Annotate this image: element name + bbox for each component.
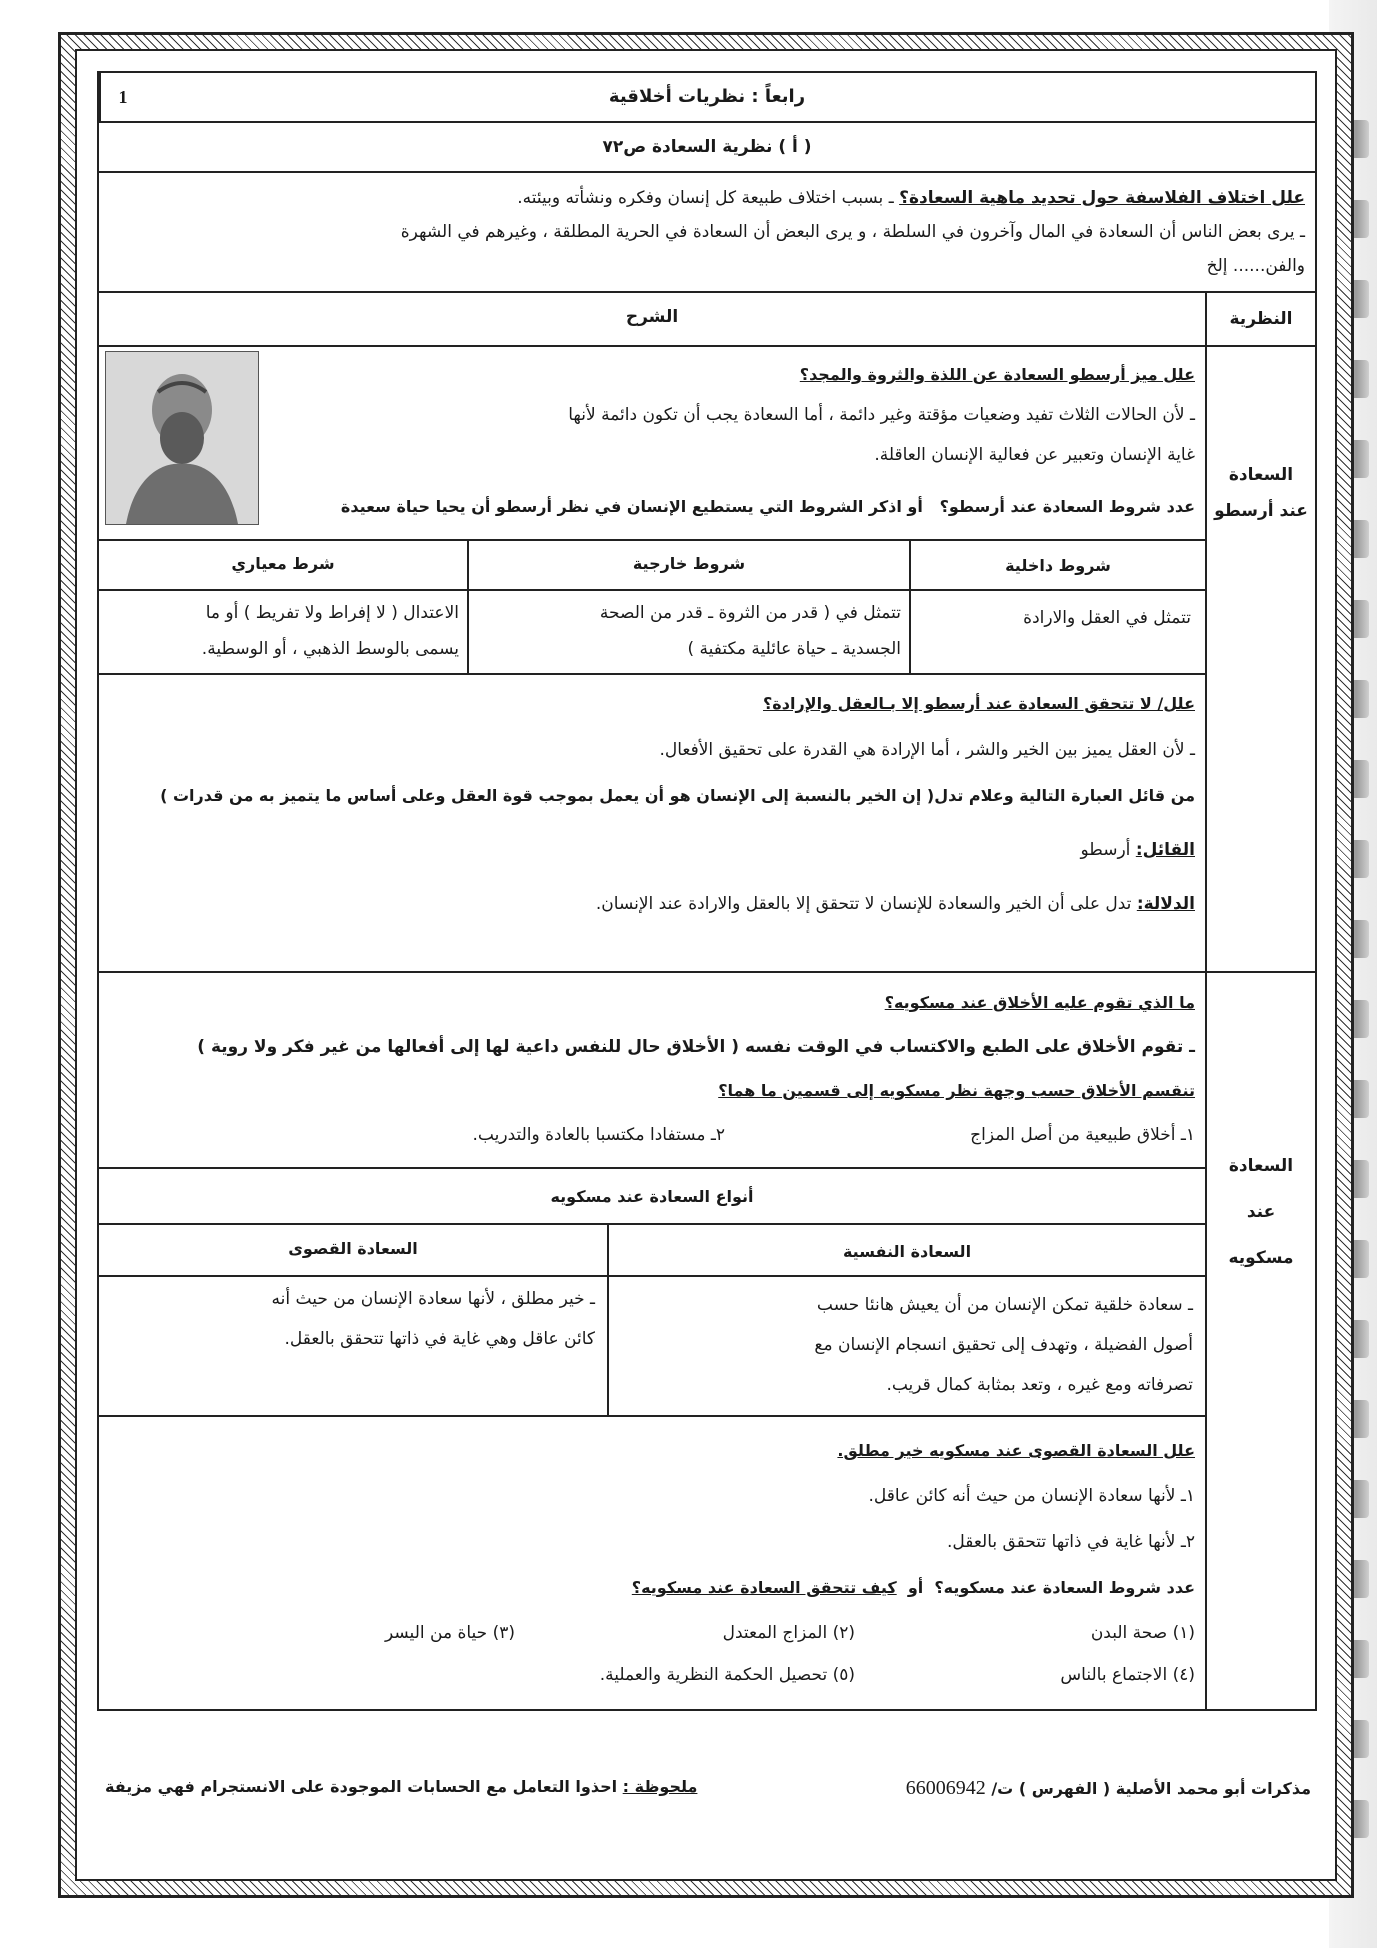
miskawayh-question-3: علل السعادة القصوى عند مسكويه خير مطلق. bbox=[837, 1441, 1195, 1460]
psychological-happiness-line-3: تصرفاته ومع غيره ، وتعد بمثابة كمال قريب. bbox=[886, 1375, 1193, 1395]
miskawayh-content bbox=[99, 973, 1205, 1709]
condition-3: (٣) حياة من اليسر bbox=[385, 1623, 515, 1643]
external-conditions-line-2: الجسدية ـ حياة عائلية مكتفية ) bbox=[687, 639, 901, 659]
ultimate-happiness-header: السعادة القصوى bbox=[99, 1225, 609, 1277]
psychological-happiness-line-2: أصول الفضيلة ، وتهدف إلى تحقيق انسجام الإنسان مع bbox=[814, 1335, 1193, 1355]
morals-type-1: ١ـ أخلاق طبيعية من أصل المزاج bbox=[970, 1125, 1195, 1145]
psychological-happiness-header: السعادة النفسية bbox=[609, 1225, 1205, 1277]
morals-type-2: ٢ـ مستفادا مكتسبا بالعادة والتدريب. bbox=[472, 1125, 725, 1145]
miskawayh-answer-1: ـ تقوم الأخلاق على الطبع والاكتساب في الوقت نفسه ( الأخلاق حال للنفس داعية لها إلى أفعالها من غير فكر ولا روية ) bbox=[197, 1037, 1195, 1057]
table-header-row bbox=[97, 291, 1317, 347]
external-conditions-line-1: تتمثل في ( قدر من الثروة ـ قدر من الصحة bbox=[599, 603, 901, 623]
condition-5: (٥) تحصيل الحكمة النظرية والعملية. bbox=[599, 1665, 855, 1685]
section-title: رابعاً : نظريات أخلاقية bbox=[608, 86, 806, 107]
conditions-row-2 bbox=[109, 1655, 1195, 1695]
aristotle-question-2 bbox=[341, 487, 1195, 527]
intro-answer: ـ بسبب اختلاف طبيعة كل إنسان وفكره ونشأته وبيئته. bbox=[517, 188, 894, 208]
aristotle-label-line-1: السعادة bbox=[1228, 465, 1294, 485]
external-conditions-text bbox=[467, 591, 911, 673]
aristotle-conditions-table bbox=[99, 539, 1205, 675]
psychological-happiness-text bbox=[609, 1277, 1205, 1415]
page-content bbox=[97, 71, 1317, 1801]
intro-line-2: ـ يرى بعض الناس أن السعادة في المال وآخرون في السلطة ، و يرى البعض أن السعادة في الحرية المطلقة ، وغيرهم في الشهرة bbox=[400, 222, 1305, 242]
section-title-row bbox=[97, 71, 1317, 123]
aristotle-question-2-part-1: عدد شروط السعادة عند أرسطو؟ bbox=[939, 497, 1195, 516]
intro-question: علل اختلاف الفلاسفة حول تحديد ماهية السعادة؟ bbox=[899, 188, 1305, 208]
speaker-label: القائل: bbox=[1135, 840, 1195, 860]
aristotle-portrait bbox=[105, 351, 259, 525]
aristotle-question-2-or: أو bbox=[907, 497, 923, 516]
miskawayh-label-line-2: عند bbox=[1246, 1202, 1276, 1222]
psychological-happiness-line-1: ـ سعادة خلقية تمكن الإنسان من أن يعيش هانئا حسب bbox=[816, 1295, 1193, 1315]
normative-condition-text bbox=[99, 591, 467, 673]
internal-conditions-header: شروط داخلية bbox=[911, 541, 1205, 591]
normative-condition-header: شرط معياري bbox=[99, 541, 467, 591]
aristotle-answer-3: ـ لأن العقل يميز بين الخير والشر ، أما الإرادة هي القدرة على تحقيق الأفعال. bbox=[659, 740, 1195, 760]
miskawayh-question-4-or: أو bbox=[907, 1578, 924, 1597]
miskawayh-question-4-part-1: عدد شروط السعادة عند مسكويه؟ bbox=[934, 1578, 1195, 1597]
footer-phone: 66006942 bbox=[905, 1777, 986, 1799]
subsection-title: ( أ ) نظرية السعادة ص٧٢ bbox=[97, 121, 1317, 173]
external-conditions-header: شروط خارجية bbox=[467, 541, 911, 591]
conditions-row-1 bbox=[109, 1611, 1195, 1655]
ultimate-happiness-line-2: كائن عاقل وهي غاية في ذاتها تتحقق بالعقل. bbox=[284, 1329, 595, 1349]
aristotle-question-4: من قائل العبارة التالية وعلام تدل( إن الخير بالنسبة إلى الإنسان هو أن يعمل بموجب قوة العقل وعلى أساس ما يتميز به من قدرات ) bbox=[160, 786, 1195, 805]
miskawayh-answer-3-2: ٢ـ لأنها غاية في ذاتها تتحقق بالعقل. bbox=[946, 1532, 1195, 1552]
aristotle-answer-1-line-2: غاية الإنسان وتعبير عن فعالية الإنسان العاقلة. bbox=[874, 445, 1195, 465]
aristotle-answer-1-line-1: ـ لأن الحالات الثلاث تفيد وضعيات مؤقتة وغير دائمة ، أما السعادة يجب أن تكون دائمة لأنها bbox=[568, 405, 1195, 425]
page-inner-border bbox=[75, 49, 1337, 1881]
aristotle-label bbox=[1205, 347, 1315, 971]
miskawayh-section bbox=[97, 971, 1317, 1711]
footer-note-label: ملحوظة : bbox=[622, 1777, 698, 1796]
theory-column-header: النظرية bbox=[1205, 293, 1315, 345]
miskawayh-label bbox=[1205, 973, 1315, 1709]
aristotle-label-line-2: عند أرسطو bbox=[1214, 501, 1308, 521]
footer-publisher bbox=[906, 1777, 1311, 1800]
aristotle-question-3: علل/ لا تتحقق السعادة عند أرسطو إلا بـالعقل والإرادة؟ bbox=[763, 694, 1195, 713]
meaning-text: تدل على أن الخير والسعادة للإنسان لا تتحقق إلا بالعقل والارادة عند الإنسان. bbox=[595, 894, 1132, 914]
condition-1: (١) صحة البدن bbox=[1090, 1623, 1195, 1643]
aristotle-content bbox=[99, 347, 1205, 971]
happiness-types-title: أنواع السعادة عند مسكويه bbox=[99, 1169, 1205, 1225]
happiness-types-table bbox=[99, 1167, 1205, 1417]
normative-condition-line-1: الاعتدال ( لا إفراط ولا تفريط ) أو ما bbox=[205, 603, 459, 623]
meaning-label: الدلالة: bbox=[1136, 894, 1195, 914]
miskawayh-answer-3-1: ١ـ لأنها سعادة الإنسان من حيث أنه كائن عاقل. bbox=[868, 1486, 1195, 1506]
miskawayh-question-4-part-2: كيف تتحقق السعادة عند مسكويه؟ bbox=[631, 1578, 897, 1597]
intro-block bbox=[97, 171, 1317, 293]
speaker-name: أرسطو bbox=[1080, 840, 1131, 860]
aristotle-bust-icon bbox=[106, 352, 258, 524]
normative-condition-line-2: يسمى بالوسط الذهبي ، أو الوسطية. bbox=[201, 639, 459, 659]
aristotle-question-2-part-2: اذكر الشروط التي يستطيع الإنسان في نظر أرسطو أن يحيا حياة سعيدة bbox=[340, 497, 902, 516]
explanation-column-header: الشرح bbox=[625, 307, 679, 327]
page-border bbox=[58, 32, 1354, 1898]
aristotle-section bbox=[97, 345, 1317, 973]
miskawayh-question-4 bbox=[109, 1565, 1195, 1611]
ultimate-happiness-text bbox=[99, 1277, 609, 1415]
miskawayh-label-line-3: مسكويه bbox=[1228, 1248, 1294, 1268]
footer-note bbox=[105, 1777, 697, 1796]
miskawayh-question-2: تنقسم الأخلاق حسب وجهة نظر مسكويه إلى قسمين ما هما؟ bbox=[718, 1081, 1195, 1100]
footer-note-text: احذوا التعامل مع الحسابات الموجودة على الانستجرام فهي مزيفة bbox=[105, 1777, 618, 1796]
ultimate-happiness-line-1: ـ خير مطلق ، لأنها سعادة الإنسان من حيث أنه bbox=[271, 1289, 595, 1309]
condition-2: (٢) المزاج المعتدل bbox=[722, 1623, 855, 1643]
miskawayh-question-1: ما الذي تقوم عليه الأخلاق عند مسكويه؟ bbox=[884, 993, 1195, 1012]
page-number: 1 bbox=[99, 73, 145, 121]
intro-line-3: والفن...... إلخ bbox=[1206, 256, 1305, 276]
condition-4: (٤) الاجتماع بالناس bbox=[1060, 1665, 1195, 1685]
aristotle-question-1: علل ميز أرسطو السعادة عن اللذة والثروة والمجد؟ bbox=[799, 365, 1195, 384]
miskawayh-label-line-1: السعادة bbox=[1228, 1156, 1294, 1176]
footer bbox=[97, 1771, 1317, 1811]
footer-publisher-name: مذكرات أبو محمد الأصلية ( الفهرس ) ت/ bbox=[991, 1779, 1311, 1798]
internal-conditions-text: تتمثل في العقل والارادة bbox=[1023, 608, 1191, 628]
